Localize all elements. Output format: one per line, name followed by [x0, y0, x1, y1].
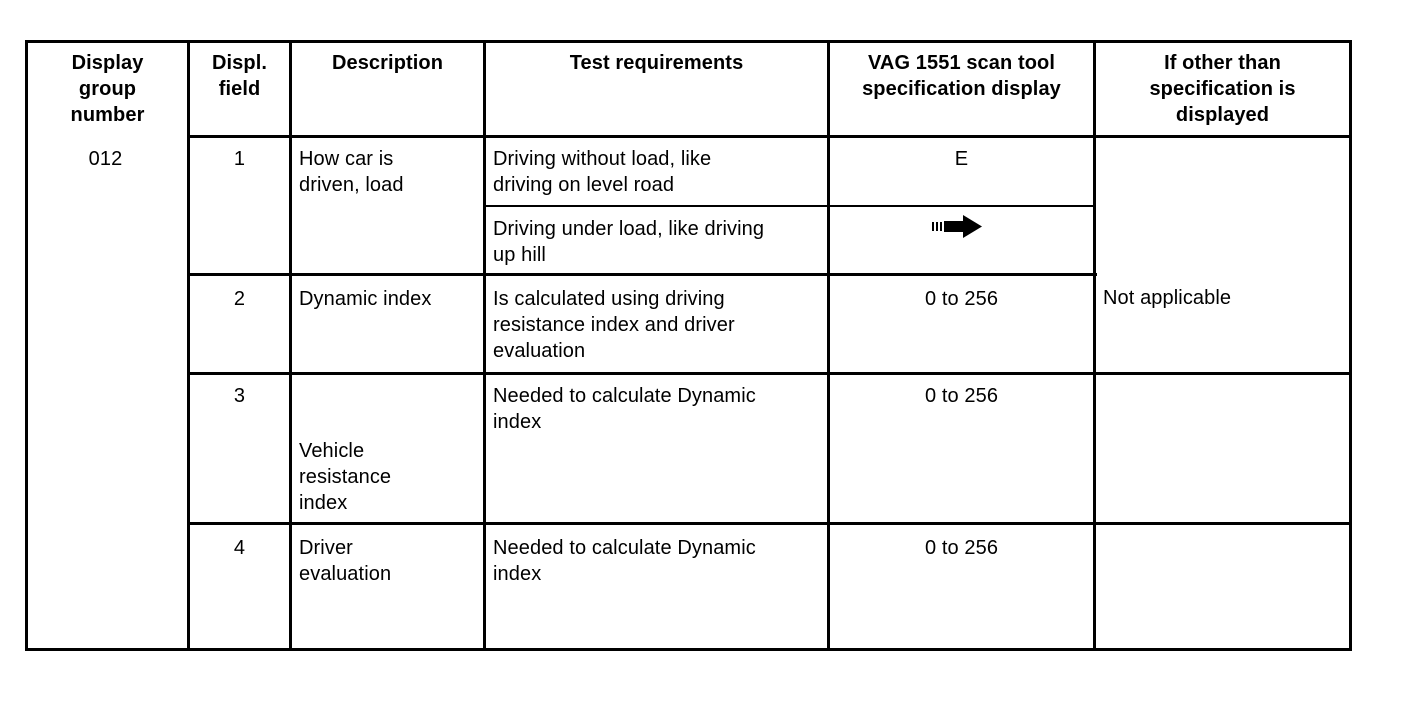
row4-display: 0 to 256 — [924, 537, 999, 559]
row4-description: Driver evaluation — [299, 537, 392, 585]
row1a-test: Driving without load, like driving on level road — [493, 148, 712, 196]
row1-divider — [187, 273, 1097, 276]
header-divider — [187, 135, 1352, 138]
not-applicable: Not applicable — [1103, 287, 1232, 309]
header-display-group-number: Display group number — [70, 52, 145, 126]
row3-field: 3 — [233, 385, 246, 407]
table-border-bottom — [25, 648, 1352, 651]
header-test-requirements: Test requirements — [569, 52, 744, 74]
table-border-top — [25, 40, 1352, 43]
header-scan-tool-display: VAG 1551 scan tool specification display — [862, 52, 1061, 100]
table-border-right — [1349, 40, 1352, 651]
row3-divider — [187, 522, 1352, 525]
row2-description: Dynamic index — [299, 288, 432, 310]
row1-sub-divider — [484, 205, 1095, 207]
group-number: 012 — [88, 148, 123, 170]
row2-field: 2 — [233, 288, 246, 310]
col-divider-5 — [1093, 40, 1096, 651]
row4-field: 4 — [233, 537, 246, 559]
row2-divider — [187, 372, 1352, 375]
row1b-test: Driving under load, like driving up hill — [493, 218, 765, 266]
row1a-display: E — [954, 148, 969, 170]
col-divider-3 — [483, 40, 486, 651]
row3-test: Needed to calculate Dynamic index — [493, 385, 756, 433]
row2-display: 0 to 256 — [924, 288, 999, 310]
col-divider-2 — [289, 40, 292, 651]
row2-test: Is calculated using driving resistance index and driver evaluation — [493, 288, 735, 362]
row3-description: Vehicle resistance index — [299, 440, 392, 514]
row1-description: How car is driven, load — [299, 148, 404, 196]
row1-field: 1 — [233, 148, 246, 170]
row4-test: Needed to calculate Dynamic index — [493, 537, 756, 585]
row3-display: 0 to 256 — [924, 385, 999, 407]
header-displ-field: Displ. field — [211, 52, 268, 100]
table-border-left — [25, 40, 28, 651]
header-description: Description — [331, 52, 444, 74]
right-arrow-icon — [930, 213, 984, 239]
header-if-other: If other than specification is displayed — [1149, 52, 1296, 126]
